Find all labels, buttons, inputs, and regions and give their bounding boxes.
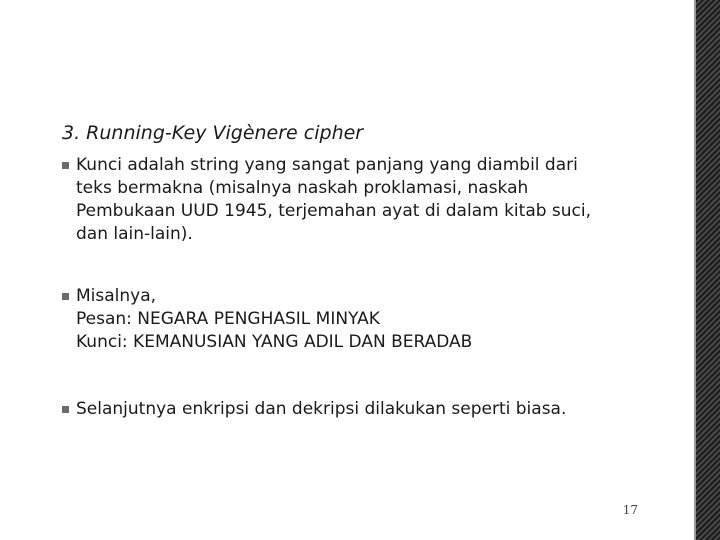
bullet-line: teks bermakna (misalnya naskah proklamasi, naskah [76,178,529,198]
square-bullet-icon [62,162,69,169]
square-bullet-icon [62,293,69,300]
page-number: 17 [622,503,638,517]
bullet-item-key-description [62,154,672,246]
bullet-text [76,154,672,246]
example-plaintext: Pesan: NEGARA PENGHASIL MINYAK [76,309,380,329]
bullet-line: Misalnya, [76,286,157,306]
bullet-line: Selanjutnya enkripsi dan dekripsi dilakukan seperti biasa. [76,399,567,419]
bullet-text [76,398,672,421]
bullet-line: Pembukaan UUD 1945, terjemahan ayat di dalam kitab suci, [76,201,592,221]
bullet-item-next-step [62,398,672,421]
square-bullet-icon [62,406,69,413]
example-key: Kunci: KEMANUSIAN YANG ADIL DAN BERADAB [76,332,473,352]
bullet-line: Kunci adalah string yang sangat panjang yang diambil dari [76,155,578,175]
bullet-line: dan lain-lain). [76,224,193,244]
slide-title: 3. Running-Key Vigènere cipher [62,122,364,144]
decorative-side-bar [696,0,720,540]
bullet-item-example [62,285,672,354]
bullet-text [76,285,672,354]
